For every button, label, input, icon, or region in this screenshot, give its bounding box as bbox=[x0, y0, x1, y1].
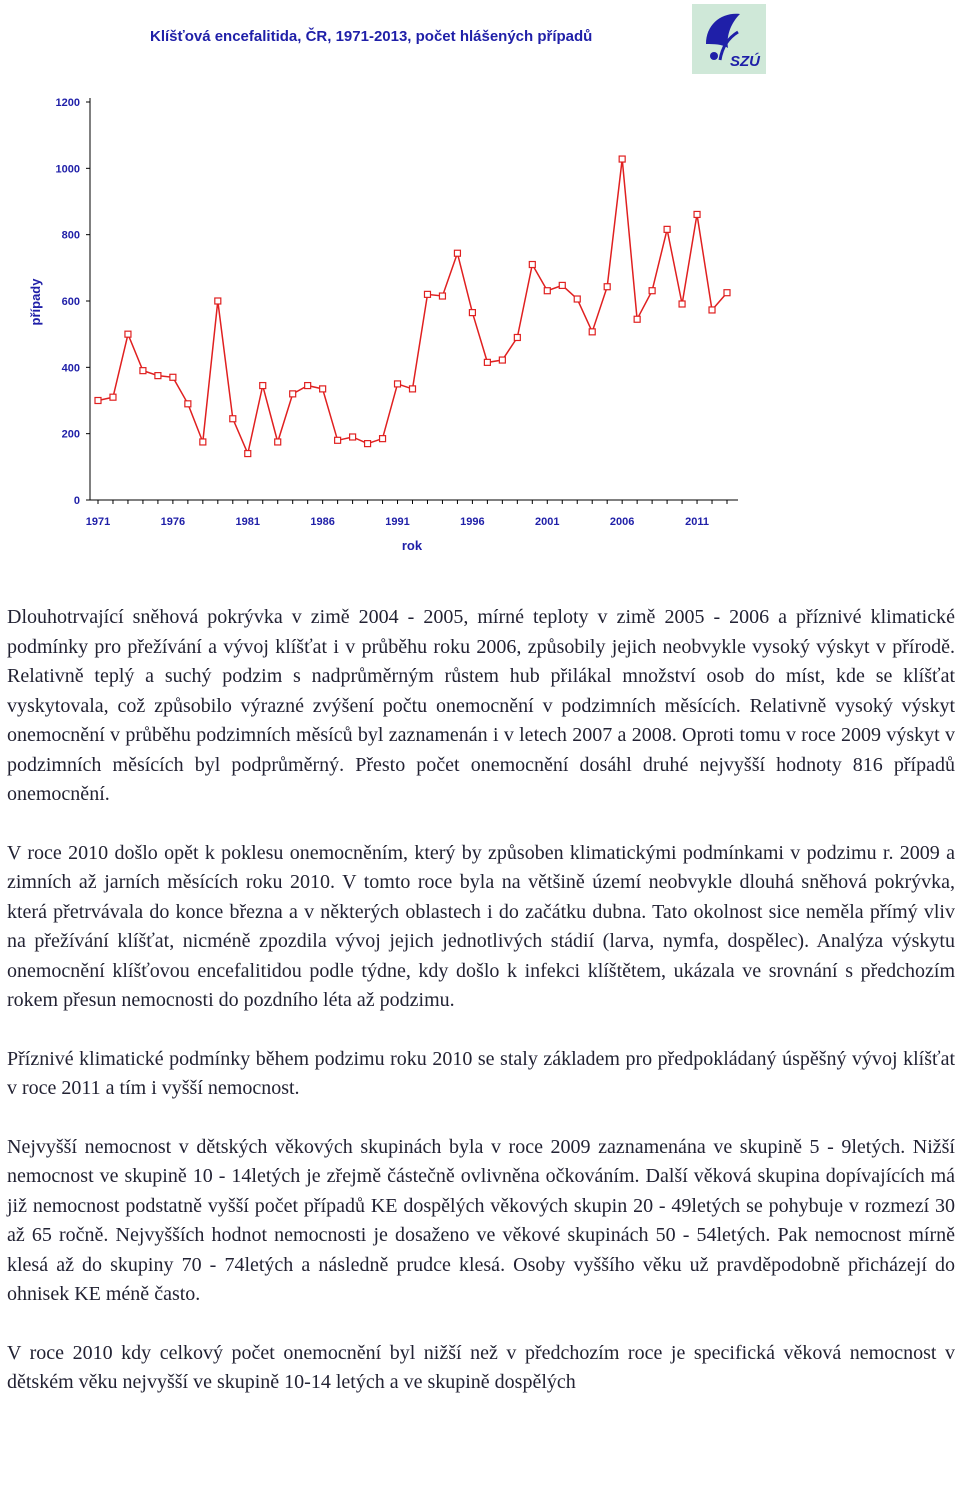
data-point bbox=[305, 383, 311, 389]
x-tick-label: 2001 bbox=[535, 516, 560, 528]
y-tick-label: 1000 bbox=[55, 163, 80, 176]
y-tick-label: 800 bbox=[61, 229, 80, 242]
paragraph: Příznivé klimatické podmínky během podzimu roku 2010 se staly základem pro předpokládaný úspěšný vývoj klíšťat v roce 2011 a tím i vyšší nemocnost. bbox=[7, 1047, 955, 1099]
data-point bbox=[469, 310, 475, 316]
data-point bbox=[454, 250, 460, 256]
data-point bbox=[709, 307, 715, 313]
data-point bbox=[95, 398, 101, 404]
y-tick-label: 0 bbox=[73, 495, 80, 507]
x-axis-label: rok bbox=[401, 538, 423, 553]
data-point bbox=[484, 359, 490, 365]
data-point bbox=[170, 374, 176, 380]
x-tick-label: 1971 bbox=[85, 516, 111, 528]
data-point bbox=[559, 282, 565, 288]
paragraph: V roce 2010 kdy celkový počet onemocnění byl nižší než v předchozím roce je specifická věková nemocnost v dětském věku nejvyšší ve skupině 10-14 letých a ve skupině dospělých bbox=[7, 1341, 955, 1393]
x-tick-label: 1986 bbox=[310, 516, 335, 528]
data-point bbox=[410, 386, 416, 392]
x-tick-label: 1996 bbox=[460, 516, 485, 528]
line-chart bbox=[0, 0, 960, 575]
data-point bbox=[574, 296, 580, 302]
data-point bbox=[679, 301, 685, 307]
data-point bbox=[200, 439, 206, 445]
series-line bbox=[98, 159, 727, 454]
data-point bbox=[439, 293, 445, 299]
y-tick-label: 600 bbox=[61, 296, 80, 308]
data-point bbox=[290, 391, 296, 397]
logo-text: SZÚ bbox=[730, 53, 760, 70]
data-point bbox=[155, 373, 161, 379]
data-point bbox=[125, 331, 131, 337]
data-point bbox=[634, 316, 640, 322]
data-point bbox=[529, 262, 535, 268]
data-point bbox=[694, 211, 700, 217]
data-point bbox=[724, 290, 730, 296]
x-tick-label: 1991 bbox=[385, 516, 410, 528]
data-point bbox=[320, 386, 326, 392]
data-point bbox=[544, 288, 550, 294]
y-tick-label: 400 bbox=[61, 362, 80, 375]
paragraph: V roce 2010 došlo opět k poklesu onemocněním, který by způsoben klimatickými podmínkami v podzimu r. 2009 a zimních až jarních měsících roku 2010. V tomto roce byla na většině území neobvykle dlouhá sněhová pokrývka, která přetrvávala do konce března a v některých oblastech i do začátku dubna. Tato okolnost sice neměla přímý vliv na přežívání klíšťat, nicméně zpozdila vývoj jejich jednotlivých stádií (larva, nymfa, dospělec). Analýza výskytu onemocnění klíšťovou encefalitidou podle týdne, kdy došlo k infekci klíštětem, ukázala ve srovnání s předchozím rokem přesun nemocnosti do pozdního léta až podzimu. bbox=[7, 841, 955, 1011]
chart-figure bbox=[0, 0, 960, 575]
data-point bbox=[245, 451, 251, 457]
x-tick-label: 1976 bbox=[160, 516, 186, 528]
x-tick-label: 1981 bbox=[235, 516, 261, 528]
data-point bbox=[619, 156, 625, 162]
x-tick-label: 2011 bbox=[685, 516, 709, 528]
data-point bbox=[499, 357, 505, 363]
data-point bbox=[664, 226, 670, 232]
y-tick-label: 200 bbox=[61, 428, 80, 441]
data-point bbox=[380, 436, 386, 442]
data-point bbox=[185, 401, 191, 407]
article-body bbox=[7, 603, 955, 1427]
data-point bbox=[335, 437, 341, 443]
data-point bbox=[140, 368, 146, 374]
x-tick-label: 2006 bbox=[609, 516, 635, 528]
data-point bbox=[110, 394, 116, 400]
data-point bbox=[365, 441, 371, 447]
y-axis-label: případy bbox=[28, 278, 43, 326]
data-point bbox=[649, 288, 655, 294]
data-point bbox=[230, 416, 236, 422]
paragraph: Nejvyšší nemocnost v dětských věkových skupinách byla v roce 2009 zaznamenána ve skupině 5 - 9letých. Nižší nemocnost ve skupině 10 - 14letých je zřejmě částečně ovlivněna očkováním. Další věková skupina dopívajících má již nemocnost podstatně vyšší počet případů KE dospělých věkových skupin 20 - 49letých se pohybuje v rozmezí 30 až 65 ročně. Nejvyšších hodnot nemocnosti je dosaženo ve věkové skupinách 50 - 54letých. Pak nemocnost mírně klesá až do skupiny 70 - 74letých a následně prudce klesá. Osoby vyššího věku už pravděpodobně přicházejí do ohnisek KE méně často. bbox=[7, 1135, 955, 1305]
data-point bbox=[275, 439, 281, 445]
y-tick-label: 1200 bbox=[55, 97, 80, 109]
data-point bbox=[395, 381, 401, 387]
paragraph: Dlouhotrvající sněhová pokrývka v zimě 2004 - 2005, mírné teploty v zimě 2005 - 2006 a příznivé klimatické podmínky pro přežívání a vývoj klíšťat i v průběhu roku 2006, způsobily jejich neobvykle vysoký výskyt v přírodě. Relativně teplý a suchý podzim s nadprůměrným růstem hub přilákal množství osob do míst, kde se klíšťat vyskytovala, což způsobilo výrazné zvýšení počtu onemocnění v podzimních měsících. Relativně vysoký výskyt onemocnění v průběhu podzimních měsíců byl zaznamenán i v letech 2007 a 2008. Oproti tomu v roce 2009 výskyt v podzimních měsících byl podprůměrný. Přesto počet onemocnění dosáhl druhé nejvyšší hodnoty 816 případů onemocnění. bbox=[7, 606, 955, 805]
data-point bbox=[514, 334, 520, 340]
data-point bbox=[424, 291, 430, 297]
data-point bbox=[604, 284, 610, 290]
data-point bbox=[260, 383, 266, 389]
data-point bbox=[589, 329, 595, 335]
data-point bbox=[215, 298, 221, 304]
data-point bbox=[350, 434, 356, 440]
chart-title: Klíšťová encefalitida, ČR, 1971-2013, počet hlášených případů bbox=[150, 28, 593, 45]
